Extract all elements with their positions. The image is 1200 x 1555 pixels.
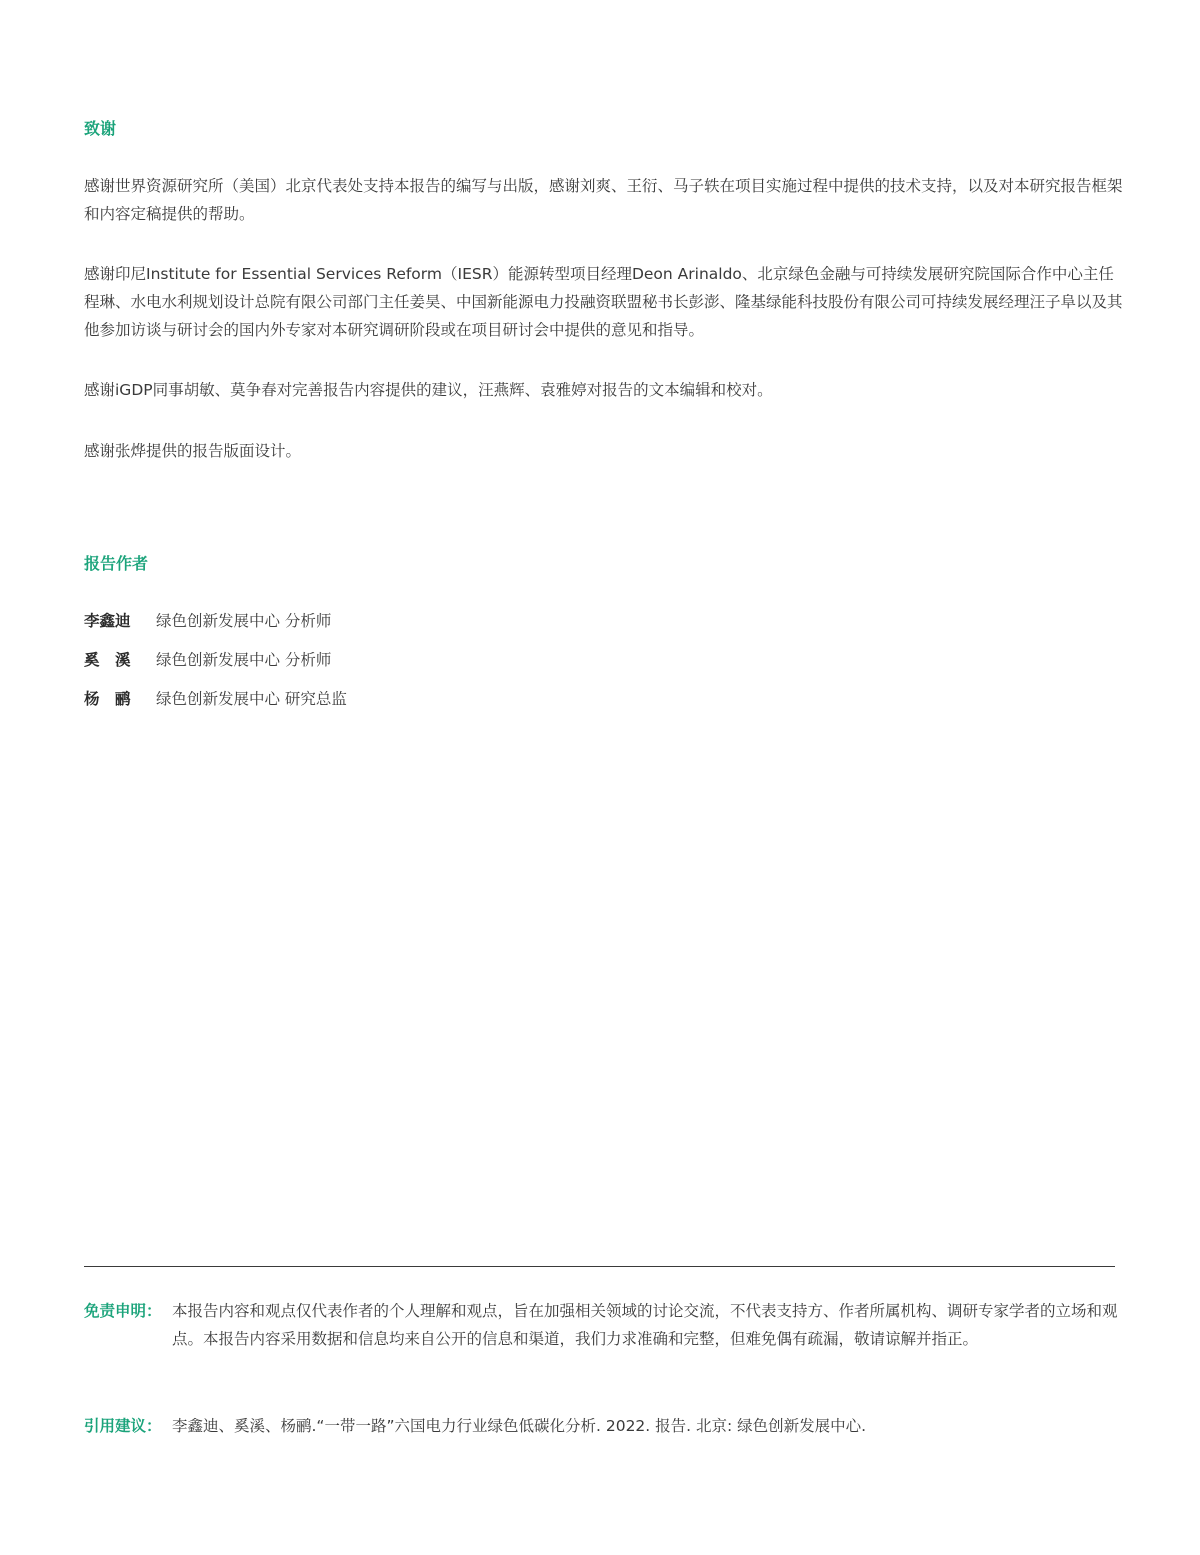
- disclaimer: [84, 1297, 1124, 1353]
- author-organization: 绿色创新发展中心 分析师: [156, 651, 332, 669]
- citation-text: 李鑫迪、奚溪、杨鹂.“一带一路”六国电力行业绿色低碳化分析. 2022. 报告. 北京: 绿色创新发展中心.: [172, 1417, 867, 1435]
- footer-divider: [84, 1266, 1115, 1267]
- author-row: [84, 650, 331, 670]
- author-name: 奚 溪: [84, 651, 131, 669]
- acknowledgement-paragraph-1: 感谢世界资源研究所（美国）北京代表处支持本报告的编写与出版，感谢刘爽、王衍、马子轶在项目实施过程中提供的技术支持，以及对本研究报告框架和内容定稿提供的帮助。: [84, 177, 1123, 223]
- acknowledgements-heading: 致谢: [84, 119, 117, 138]
- citation: [84, 1412, 1124, 1440]
- author-name: 杨 鹂: [84, 690, 131, 708]
- acknowledgement-paragraph-3: 感谢iGDP同事胡敏、莫争春对完善报告内容提供的建议，汪燕辉、袁雅婷对报告的文本编辑和校对。: [84, 381, 773, 399]
- author-row: [84, 611, 331, 631]
- author-row: [84, 689, 347, 709]
- authors-heading: 报告作者: [84, 554, 149, 573]
- author-name: 李鑫迪: [84, 612, 131, 630]
- acknowledgement-paragraph-4: 感谢张烨提供的报告版面设计。: [84, 442, 302, 460]
- author-organization: 绿色创新发展中心 研究总监: [156, 690, 347, 708]
- author-organization: 绿色创新发展中心 分析师: [156, 612, 332, 630]
- acknowledgement-paragraph-2: 感谢印尼Institute for Essential Services Reform（IESR）能源转型项目经理Deon Arinaldo、北京绿色金融与可持续发展研究院国际合作中心主任程琳、水电水利规划设计总院有限公司部门主任姜昊、中国新能源电力投融资联盟秘书长彭澎、隆基绿能科技股份有限公司可持续发展经理汪子阜以及其他参加访谈与研讨会的国内外专家对本研究调研阶段或在项目研讨会中提供的意见和指导。: [84, 265, 1123, 339]
- citation-label: 引用建议：: [84, 1417, 162, 1435]
- disclaimer-label: 免责申明：: [84, 1302, 162, 1320]
- disclaimer-text: 本报告内容和观点仅代表作者的个人理解和观点，旨在加强相关领域的讨论交流，不代表支持方、作者所属机构、调研专家学者的立场和观点。本报告内容采用数据和信息均来自公开的信息和渠道，我们力求准确和完整，但难免偶有疏漏，敬请谅解并指正。: [172, 1302, 1118, 1348]
